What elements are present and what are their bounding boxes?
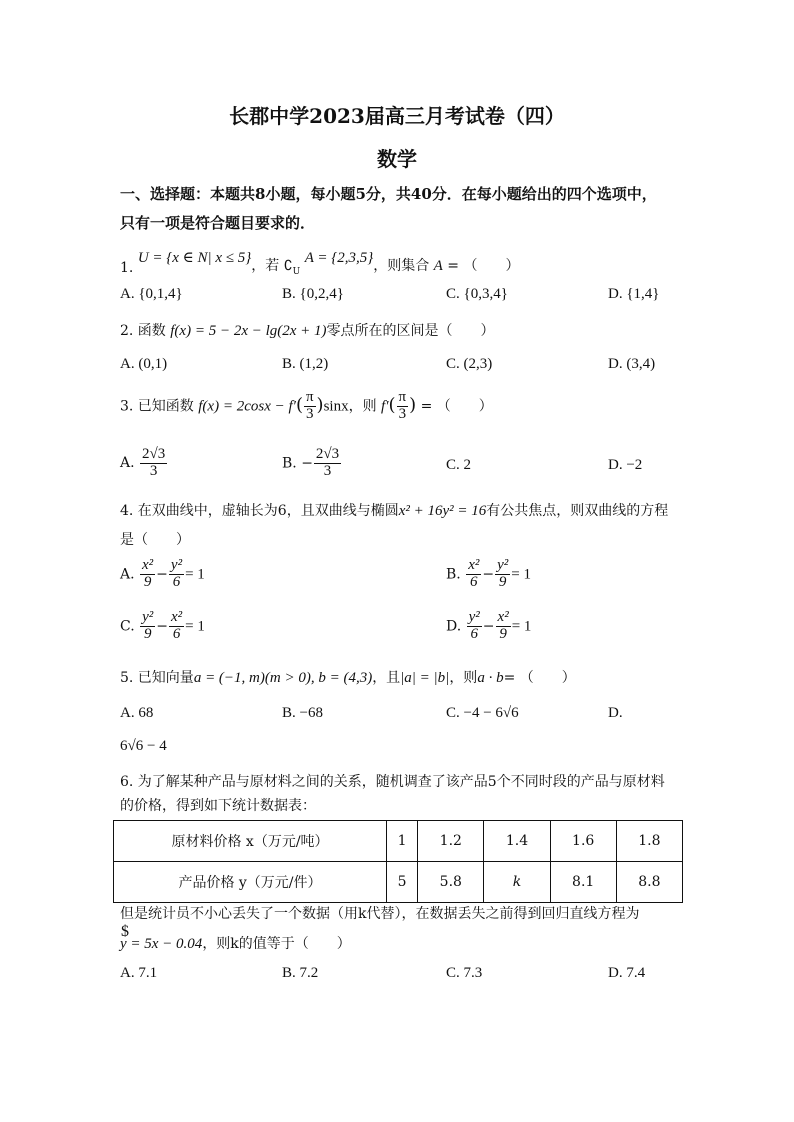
vector-formula: a = (−1, m)(m > 0), b = (4,3) [193,670,373,686]
table-cell: 8.1 [550,862,616,903]
table-cell: 1.8 [616,821,682,862]
fraction-2 [169,558,184,591]
question-4-line1 [120,500,668,520]
fraction-denominator: 3 [306,405,314,422]
fraction-numerator: x² [497,609,509,625]
q6-option-d[interactable]: D. 7.4 [608,965,646,981]
question-text: 3. 已知函数 [120,398,194,415]
fraction-2 [169,610,184,643]
q4-option-b[interactable]: B. $\frac{\text{x²}}{6}$ − $\frac{\text{y²}}{9}$ = 1 [446,557,531,590]
complement-subscript: U [292,266,301,277]
ellipse-formula: x² + 16y² = 16 [398,503,487,519]
equation-rhs: = 1 [185,618,205,635]
set-u-formula: U = {x ∈ N| x ≤ 5} [137,250,252,266]
equation-rhs: = 1 [511,566,531,583]
fraction-numerator: x² [142,557,154,573]
question-ask: = （ ） [447,258,520,274]
question-text-mid: ，且 [372,670,401,686]
dot-product: a · b [477,670,504,686]
q1-option-b[interactable]: B. {0,2,4} [282,286,344,302]
fraction-1 [467,610,482,643]
option-label: C. [120,618,135,635]
q3-option-d[interactable]: D. −2 [608,457,643,473]
question-6-line1: 6. 为了解某种产品与原材料之间的关系，随机调查了该产品5个不同时段的产品与原材料 [120,774,665,790]
section-heading-line2: 只有一项是符合题目要求的． [120,214,316,232]
sin-term: sinx [323,398,349,415]
question-number: 1. [120,260,134,276]
question-6-line4 [120,923,351,953]
q3-option-b[interactable] [282,447,342,480]
option-label: D. [446,618,462,635]
question-1 [120,247,520,277]
fraction-denominator: 3 [149,462,158,479]
fraction-numerator: y² [170,557,183,573]
fraction-denominator: 9 [143,625,152,642]
q3-option-a[interactable] [120,447,168,480]
magnitude-condition: |a| = |b| [400,670,450,686]
table-row [114,862,683,903]
pi-over-3-fraction [397,390,409,423]
q5-option-d-label[interactable]: D. [608,705,623,721]
question-6-line3: 但是统计员不小心丢失了一个数据（用k代替），在数据丢失之前得到回归直线方程为 [120,906,640,922]
question-tail: ，则集合 [373,258,430,274]
condition-text: ，若 ∁ [251,258,293,274]
question-6-line2: 的价格，得到如下统计数据表： [120,798,316,814]
q2-option-d[interactable]: D. (3,4) [608,356,656,372]
fraction-denominator: 9 [498,573,507,590]
q6-option-c[interactable]: C. 7.3 [446,965,483,981]
question-text: 5. 已知向量 [120,670,194,686]
option-label: A. [120,566,135,583]
equation-rhs: = 1 [511,618,532,635]
exam-title: 长郡中学2023届高三月考试卷（四） [229,104,565,128]
section-heading-line1: 一、选择题：本题共8小题，每小题5分，共40分．在每小题给出的四个选项中， [120,185,657,203]
table-cell: 1.6 [550,821,616,862]
question-ask: = （ ） [503,670,576,686]
fraction-denominator: 6 [470,573,478,590]
fraction-2 [496,610,511,643]
q4-option-a[interactable]: A. $\frac{\text{x²}}{9}$ − $\frac{\text{y²}}{6}$ = 1 [120,557,205,590]
function-formula: f(x) = 2cosx − f′ [198,398,296,415]
table-cell: k [484,862,550,903]
table-row-header: 原材料价格 x（万元/吨） [114,821,387,862]
option-label: B. − [282,455,313,472]
equation-rhs: = 1 [185,566,205,583]
q5-option-a[interactable]: A. 68 [120,705,154,721]
q5-option-c[interactable]: C. −4 − 6√6 [446,705,519,721]
option-label: B. [446,566,461,583]
fraction-denominator: 3 [398,405,407,422]
table-cell: 8.8 [616,862,682,903]
pi-over-3-fraction [304,390,316,423]
fraction-numerator: 2√3 [142,446,166,462]
fraction-numerator: π [305,389,314,405]
fraction-numerator: x² [468,557,480,573]
paren-open: ( [295,394,303,416]
fraction-denominator: 6 [172,625,181,642]
fraction-numerator: y² [142,609,154,625]
question-5 [120,667,576,687]
fraction-denominator: 3 [323,462,332,479]
table-cell: 5.8 [418,862,484,903]
fraction-numerator: y² [468,609,480,625]
question-2 [120,320,495,340]
question-ask: ，则k的值等于（ ） [202,936,351,952]
table-cell: 1.4 [484,821,550,862]
q4-option-c[interactable]: C. $\frac{\text{y²}}{9}$ − $\frac{\text{x²}}{6}$ = 1 [120,609,205,642]
table-row [114,821,683,862]
q2-option-c[interactable]: C. (2,3) [446,356,493,372]
table-cell: 1.2 [418,821,484,862]
question-text-mid2: ，则 [449,670,478,686]
fraction-denominator: 6 [172,573,181,590]
hat-symbol: $ [121,923,129,940]
derivative-symbol: f′ [381,398,389,415]
q5-option-d-value[interactable]: 6√6 − 4 [120,738,167,754]
fraction-denominator: 9 [499,625,507,642]
paren-close: ) [316,394,324,416]
statistics-table [113,820,683,903]
question-4-line2: 是（ ） [120,532,190,548]
question-text-tail: 零点所在的区间是（ ） [326,323,495,339]
option-label: A. [120,455,135,472]
question-ask: = （ ） [420,398,493,415]
q2-option-a[interactable]: A. (0,1) [120,356,168,372]
q3-option-c[interactable]: C. 2 [446,457,472,473]
q1-option-a[interactable]: A. {0,1,4} [120,286,183,302]
fraction-1 [140,610,155,643]
q5-option-b[interactable]: B. −68 [282,705,323,721]
regression-formula: y = 5x − 0.04 [120,936,203,952]
table-row-header: 产品价格 y（万元/件） [114,862,387,903]
question-text-mid: ，则 [348,398,377,415]
option-fraction [314,447,341,480]
table-cell: 5 [387,862,418,903]
fraction-denominator: 9 [143,573,152,590]
question-text: 2. 函数 [120,323,166,339]
table-cell: 1 [387,821,418,862]
fraction-1 [466,558,481,591]
fraction-2 [495,558,510,591]
fraction-numerator: 2√3 [315,446,340,462]
fraction-denominator: 6 [470,625,478,642]
question-text-tail: 有公共焦点，则双曲线的方程 [486,503,669,519]
q4-option-d[interactable]: D. $\frac{\text{y²}}{6}$ − $\frac{\text{x²}}{9}$ = 1 [446,609,532,642]
option-fraction [140,447,167,480]
fraction-1 [140,558,155,591]
fraction-numerator: y² [497,557,509,573]
q1-option-c[interactable]: C. {0,3,4} [446,286,508,302]
set-a-formula: A = {2,3,5} [304,250,374,266]
paren-close: ) [409,394,417,416]
question-text: 4. 在双曲线中，虚轴长为6，且双曲线与椭圆 [120,503,399,519]
question-3 [120,390,493,423]
paren-open: ( [388,394,396,416]
fraction-numerator: π [398,389,407,405]
q1-option-d[interactable]: D. {1,4} [608,286,660,302]
subject-title: 数学 [377,147,417,171]
q6-option-b[interactable]: B. 7.2 [282,965,319,981]
fraction-numerator: x² [171,609,183,625]
function-formula: f(x) = 5 − 2x − lg(2x + 1) [170,323,327,339]
set-variable: A [433,258,443,274]
q6-option-a[interactable]: A. 7.1 [120,965,158,981]
q2-option-b[interactable]: B. (1,2) [282,356,329,372]
